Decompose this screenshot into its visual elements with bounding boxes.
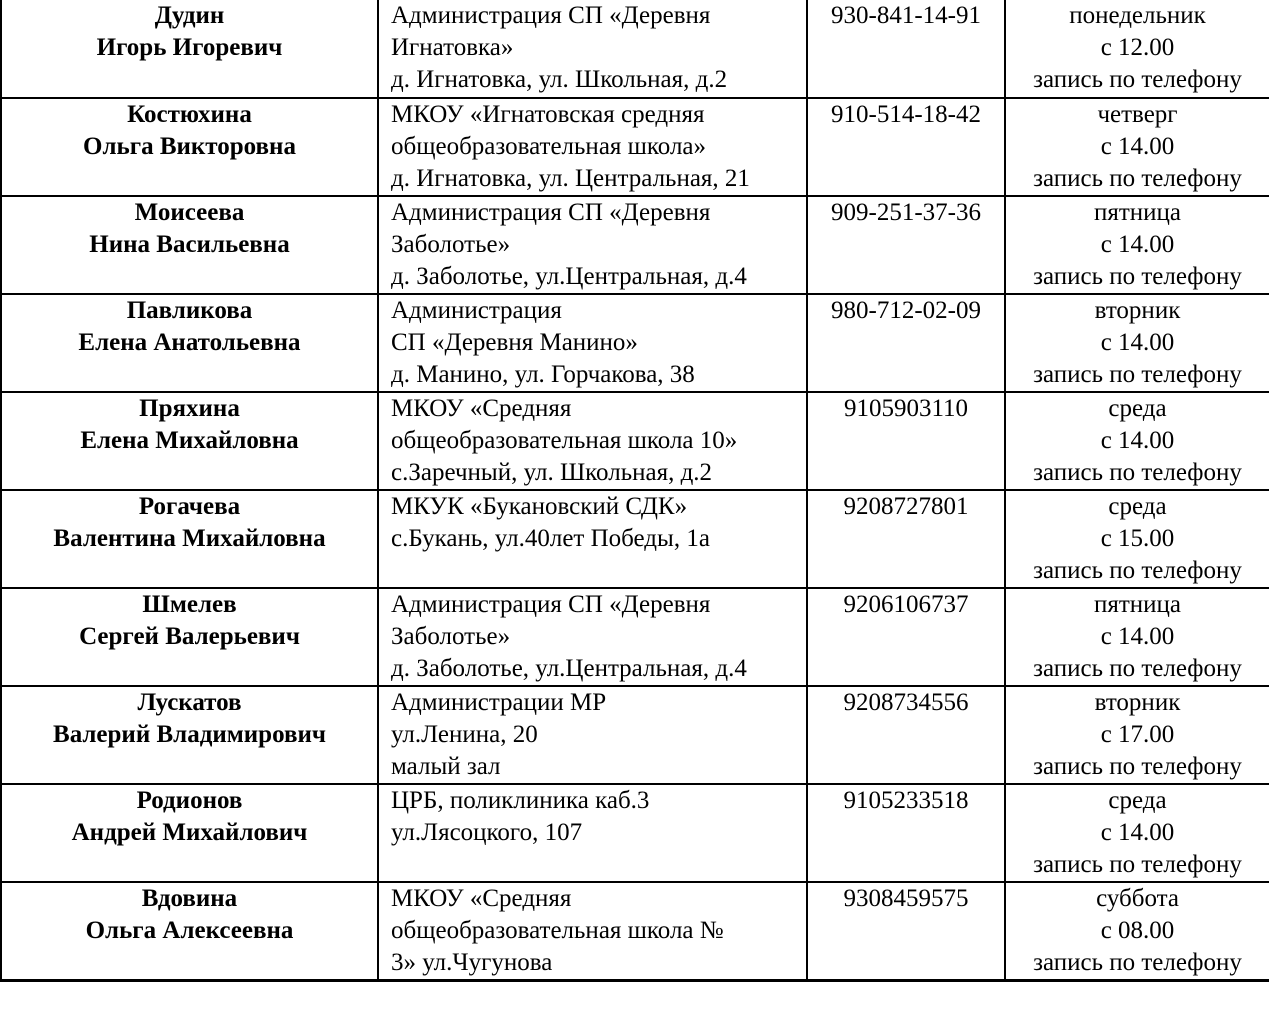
booking-note: запись по телефону [1033,165,1242,192]
reception-time: с 14.00 [1100,133,1175,160]
booking-note: запись по телефону [1033,459,1242,486]
deputy-surname: Лускатов [137,689,242,716]
address-line-2: ул.Лясоцкого, 107 [391,819,583,846]
table-row [1,294,1269,392]
table-row [1,196,1269,294]
address-line-1: МКОУ «Средняя [391,885,572,912]
phone-number: 9208734556 [843,689,969,716]
phone-cell [807,0,1005,98]
reception-time-cell [1005,0,1269,98]
booking-note: запись по телефону [1033,66,1242,93]
address-line-2: общеобразовательная школа № [391,917,724,944]
phone-number: 910-514-18-42 [831,101,981,128]
reception-time: с 14.00 [1100,623,1175,650]
address-line-3 [391,555,806,587]
reception-time-cell [1005,392,1269,490]
reception-day: среда [1108,787,1167,814]
deputy-surname: Рогачева [138,493,241,520]
deputy-name-cell [1,196,378,294]
booking-note: запись по телефону [1033,753,1242,780]
reception-day: понедельник [1069,2,1206,29]
deputy-name-cell [1,784,378,882]
address-line-1: Администрация [391,297,562,324]
deputy-surname: Шмелев [142,591,237,618]
deputy-given-name: Ольга Викторовна [83,133,296,160]
address-line-1: МКУК «Букановский СДК» [391,493,688,520]
reception-address-cell [378,392,807,490]
reception-time-cell [1005,196,1269,294]
address-line-1: Администрация СП «Деревня [391,2,711,29]
deputy-name-cell [1,588,378,686]
address-line-1: Администрация СП «Деревня [391,199,711,226]
phone-cell [807,588,1005,686]
deputy-given-name: Елена Анатольевна [78,329,301,356]
deputy-name-cell [1,490,378,588]
reception-day: вторник [1094,297,1181,324]
reception-address-cell [378,784,807,882]
deputy-name-cell [1,98,378,196]
reception-day: пятница [1093,199,1182,226]
address-line-1: МКОУ «Игнатовская средняя [391,101,705,128]
deputy-given-name: Игорь Игоревич [96,34,283,61]
address-line-2: общеобразовательная школа» [391,133,707,160]
reception-time-cell [1005,294,1269,392]
reception-address-cell [378,490,807,588]
deputy-surname: Моисеева [134,199,245,226]
phone-cell [807,392,1005,490]
deputy-given-name: Андрей Михайлович [71,819,308,846]
reception-address-cell [378,196,807,294]
phone-number: 909-251-37-36 [831,199,981,226]
table-row [1,392,1269,490]
phone-cell [807,196,1005,294]
reception-day: среда [1108,493,1167,520]
phone-number: 980-712-02-09 [831,297,981,324]
phone-cell [807,686,1005,784]
deputy-given-name: Елена Михайловна [80,427,299,454]
phone-cell [807,490,1005,588]
table-row [1,784,1269,882]
booking-note: запись по телефону [1033,263,1242,290]
table-row [1,588,1269,686]
deputy-name-cell [1,686,378,784]
phone-number: 9105903110 [843,395,969,422]
reception-time-cell [1005,588,1269,686]
table-row [1,98,1269,196]
deputy-surname: Пряхина [139,395,240,422]
reception-time-cell [1005,686,1269,784]
deputy-given-name: Валерий Владимирович [53,721,326,748]
phone-number: 9206106737 [843,591,969,618]
phone-number: 9105233518 [843,787,969,814]
reception-time-cell [1005,784,1269,882]
address-line-2: с.Букань, ул.40лет Победы, 1а [391,525,710,552]
deputy-surname: Родионов [136,787,243,814]
reception-time: с 08.00 [1100,917,1175,944]
reception-address-cell [378,882,807,981]
address-line-3: д. Заболотье, ул.Центральная, д.4 [391,655,747,682]
table-row [1,882,1269,981]
deputy-surname: Павликова [126,297,253,324]
reception-address-cell [378,686,807,784]
deputy-given-name: Ольга Алексеевна [85,917,294,944]
booking-note: запись по телефону [1033,949,1242,976]
deputy-surname: Дудин [154,2,225,29]
phone-number: 9208727801 [843,493,969,520]
address-line-3: 3» ул.Чугунова [391,949,553,976]
deputy-surname: Костюхина [127,101,252,128]
booking-note: запись по телефону [1033,361,1242,388]
reception-time-cell [1005,882,1269,981]
reception-time: с 14.00 [1100,329,1175,356]
reception-time: с 14.00 [1100,427,1175,454]
reception-time: с 17.00 [1100,721,1175,748]
reception-time: с 14.00 [1100,819,1175,846]
address-line-2: Заболотье» [391,623,511,650]
reception-time-cell [1005,490,1269,588]
deputy-given-name: Сергей Валерьевич [79,623,300,650]
address-line-2: СП «Деревня Манино» [391,329,638,356]
reception-time: с 14.00 [1100,231,1175,258]
deputy-given-name: Нина Васильевна [89,231,290,258]
reception-day: пятница [1093,591,1182,618]
address-line-3: с.Заречный, ул. Школьная, д.2 [391,459,713,486]
phone-cell [807,784,1005,882]
reception-day: среда [1108,395,1167,422]
reception-address-cell [378,0,807,98]
deputy-surname: Вдовина [141,885,238,912]
address-line-2: ул.Ленина, 20 [391,721,538,748]
table-row [1,686,1269,784]
reception-time: с 12.00 [1100,34,1175,61]
address-line-2: Заболотье» [391,231,511,258]
phone-number: 9308459575 [843,885,969,912]
deputy-name-cell [1,294,378,392]
table-row [1,490,1269,588]
reception-day: вторник [1094,689,1181,716]
address-line-3 [391,849,806,881]
booking-note: запись по телефону [1033,655,1242,682]
reception-address-cell [378,98,807,196]
booking-note: запись по телефону [1033,557,1242,584]
address-line-2: общеобразовательная школа 10» [391,427,738,454]
reception-time-cell [1005,98,1269,196]
reception-address-cell [378,588,807,686]
address-line-1: Администрации МР [391,689,607,716]
reception-day: суббота [1096,885,1179,912]
booking-note: запись по телефону [1033,851,1242,878]
phone-cell [807,98,1005,196]
address-line-3: малый зал [391,753,501,780]
address-line-1: Администрация СП «Деревня [391,591,711,618]
reception-day: четверг [1097,101,1178,128]
phone-cell [807,294,1005,392]
phone-number: 930-841-14-91 [831,2,981,29]
deputy-name-cell [1,0,378,98]
address-line-3: д. Игнатовка, ул. Центральная, 21 [391,165,750,192]
deputy-name-cell [1,392,378,490]
address-line-1: ЦРБ, поликлиника каб.3 [391,787,650,814]
reception-address-cell [378,294,807,392]
deputy-name-cell [1,882,378,981]
address-line-3: д. Игнатовка, ул. Школьная, д.2 [391,66,728,93]
address-line-2: Игнатовка» [391,34,514,61]
address-line-3: д. Манино, ул. Горчакова, 38 [391,361,695,388]
table-body [1,0,1269,981]
deputy-given-name: Валентина Михайловна [53,525,326,552]
phone-cell [807,882,1005,981]
table-row [1,0,1269,98]
address-line-1: МКОУ «Средняя [391,395,572,422]
reception-time: с 15.00 [1100,525,1175,552]
address-line-3: д. Заболотье, ул.Центральная, д.4 [391,263,747,290]
